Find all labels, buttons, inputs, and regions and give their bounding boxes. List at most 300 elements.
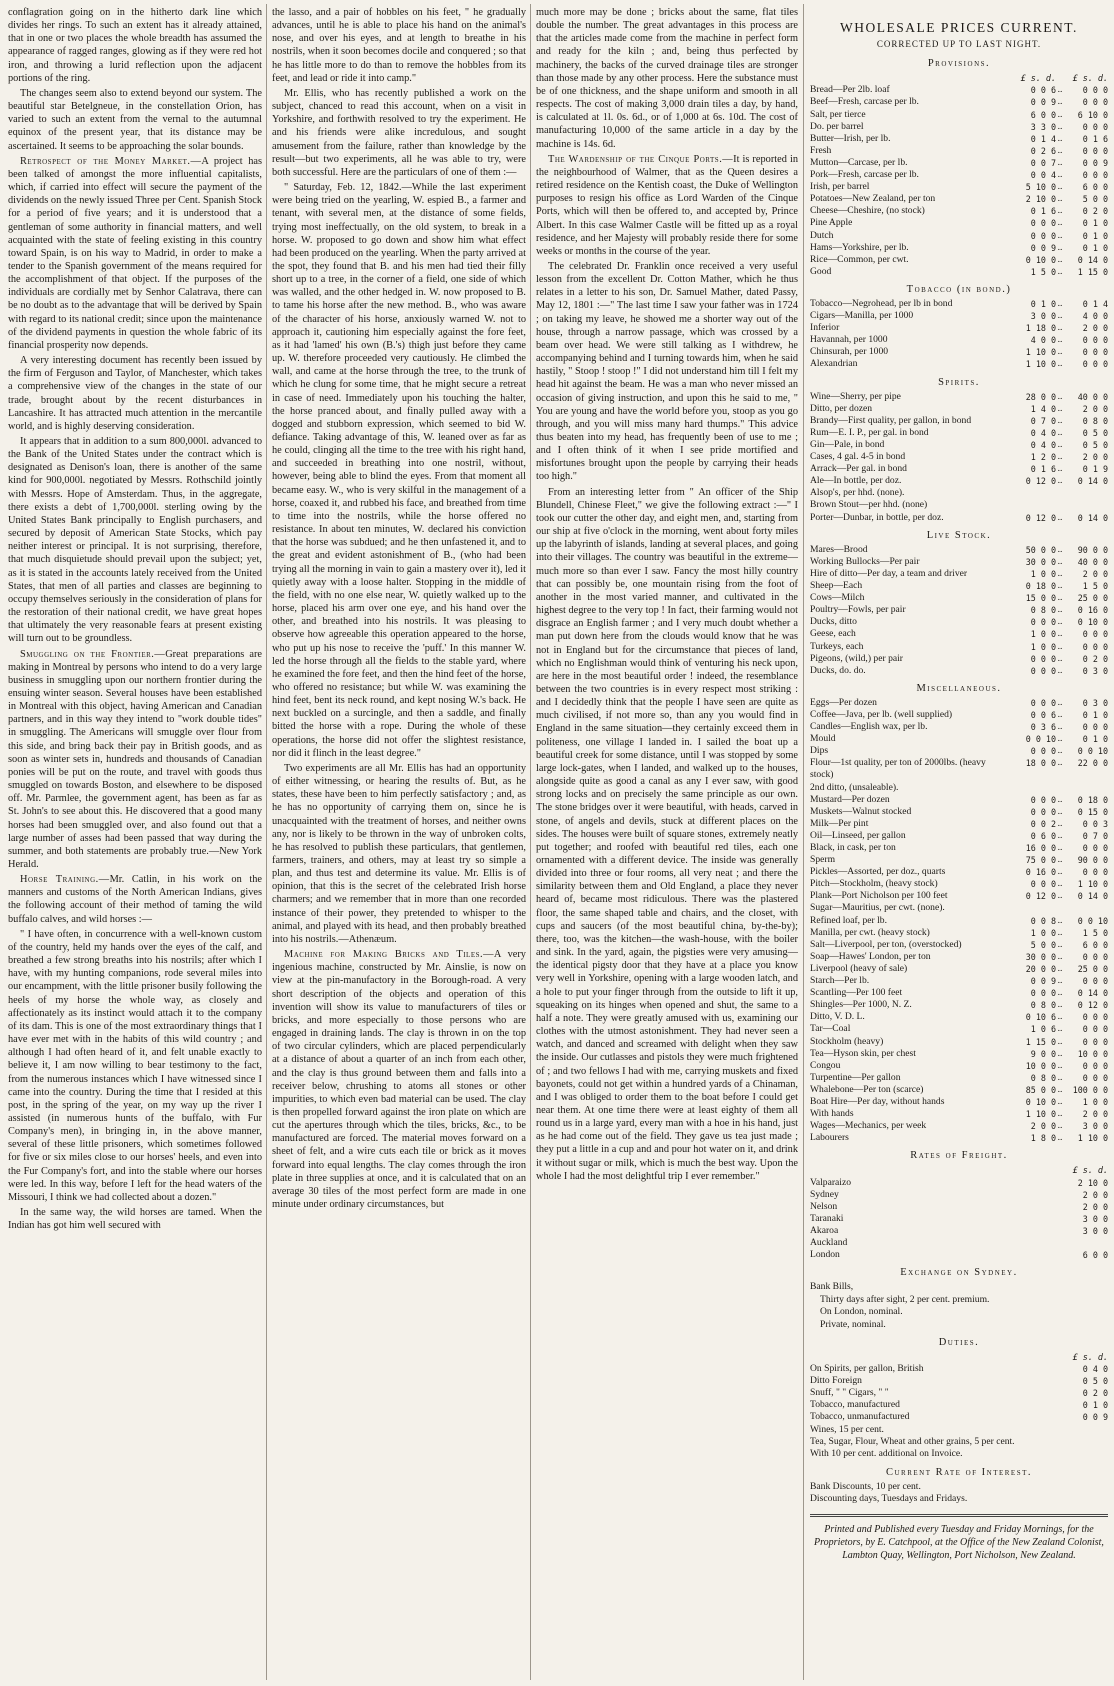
article-text: much more may be done ; bricks about the same, flat tiles double the number. The great advantages in this process are that the articles made come from the machine in perfect form and ready for the kiln ; and, being thus perfected by machinery, the backs of the curved drainage tiles are stronger than those made by any other process. Here the substance must be of one thickness, and the shape uniform and smooth in all respects. The cost of making 3,000 drain tiles a day, by hand, is calculated at 1l. 0s. 6d., or of 1,000 at 6s. 10d. The cost of manufacturing 10,000 of the same article in a day by the machine is 14s. 6d. xyxy=(536,7,798,150)
price-low: 0 0 4 xyxy=(1030,170,1056,181)
price-high: 0 0 0 xyxy=(1082,335,1108,346)
price-high: 0 0 0 xyxy=(1082,170,1108,181)
price-low: 1 10 0 xyxy=(1025,359,1056,370)
price-high: 0 0 0 xyxy=(1082,1036,1108,1047)
item-name: Brown Stout—per hhd. (none) xyxy=(810,499,928,511)
item-name: Dutch xyxy=(810,229,834,241)
price-row: Pitch—Stockholm, (heavy stock) 0 0 0 .. 1 10 0 xyxy=(810,878,1108,890)
price-high: 0 15 0 xyxy=(1077,806,1108,817)
article-text: The changes seem also to extend beyond our system. The beautiful star Betelgneue, in the constellation Orion, has varied to such an extent from the vernal to the autumnal equinox of the present year, that its distance may be ascertained. It seems to be approaching the solar bounds. xyxy=(8,87,262,152)
price-row: Milk—Per pint 0 0 2 .. 0 0 3 xyxy=(810,817,1108,829)
price-row: With hands 1 10 0 .. 2 0 0 xyxy=(810,1108,1108,1120)
price-row: Dutch 0 0 0 .. 0 1 0 xyxy=(810,229,1108,241)
item-name: Poultry—Fowls, per pair xyxy=(810,604,906,616)
price-low: 3 0 0 xyxy=(1030,311,1056,322)
price-high: 0 0 0 xyxy=(1082,641,1108,652)
price-low: 0 0 0 xyxy=(1030,653,1056,664)
price-row: Arrack—Per gal. in bond 0 1 6 .. 0 1 9 xyxy=(810,463,1108,475)
exchange-notes xyxy=(810,1281,1108,1331)
price-high: 0 0 0 xyxy=(1082,629,1108,640)
price-row: Muskets—Walnut stocked 0 0 0 .. 0 15 0 xyxy=(810,805,1108,817)
price-low: 0 1 0 xyxy=(1030,298,1056,309)
price-row: Turpentine—Per gallon 0 8 0 .. 0 0 0 xyxy=(810,1071,1108,1083)
price-low: 15 0 0 xyxy=(1025,593,1056,604)
item-name: Scantling—Per 100 feet xyxy=(810,987,903,999)
price-row: Mares—Brood 50 0 0 .. 90 0 0 xyxy=(810,543,1108,555)
item-name: Sheep—Each xyxy=(810,580,863,592)
price-row: Cigars—Manilla, per 1000 3 0 0 .. 4 0 0 xyxy=(810,310,1108,322)
item-name: Inferior xyxy=(810,322,840,334)
price-row: Geese, each 1 0 0 .. 0 0 0 xyxy=(810,628,1108,640)
article-text: Two experiments are all Mr. Ellis has had an opportunity of either witnessing, or hearing the results of. But, as he states, these have been to him perfectly satisfactory ; and, as he has no opportunity of carrying them on, since he is unacquainted with the treatment of horses, and neither owns any, nor is likely to be thrown in the way of unbroken colts, he has resolved to publish these particulars, that gentlemen, farmers, trainers, and others, may at least try so simple a plan, and thus test and determine its value. Mr. Ellis is of opinion, that this is the secret of the celebrated Irish horse charmers; and we remember that in more than one recorded instance of their power, they pretended to whisper to the animal, and played with its head, and then probably breathed into his nostrils.—Athenæum. xyxy=(272,762,526,945)
price-row: Havannah, per 1000 4 0 0 .. 0 0 0 xyxy=(810,334,1108,346)
article-text: The celebrated Dr. Franklin once received a very useful lesson from the excellent Dr. Cotton Mather, which he thus relates in a letter to his son, Dr. Samuel Mather, dated Passy, May 12, 1801 :—" The last time I saw your father was in 1724 ; on taking my leave, he showed me a shorter way out of the house, through a narrow passage, which was crossed by a beam over head. We were still talking as I withdrew, he accompanying behind and I turning towards him, when he said hastily, " Stoop ! stoop !" I did not understand him till I felt my head hit against the beam. He was a man who never missed an occasion of giving instruction, and upon this he said to me, " You are young and have the world before you, stoop as you go through, and you will miss many hard thumps." This advice thus beaten into my head, has frequently been of use to me ; and I often think of it when I see pride mortified and misfortunes brought upon the people by carrying their heads too high." xyxy=(536,260,798,483)
price-low: 0 0 9 xyxy=(1030,976,1056,987)
price-high: 10 0 0 xyxy=(1077,1048,1108,1059)
price-high: 0 2 0 xyxy=(1082,206,1108,217)
item-name: Dips xyxy=(810,745,829,757)
duties-notes xyxy=(810,1424,1108,1461)
price-high: 1 10 0 xyxy=(1077,879,1108,890)
price-row: Salt—Liverpool, per ton, (overstocked) 5 0 0 .. 6 0 0 xyxy=(810,938,1108,950)
price-row: Black, in cask, per ton 16 0 0 .. 0 0 0 xyxy=(810,842,1108,853)
price-low: 2 0 0 xyxy=(1082,1201,1108,1212)
price-row: Cows—Milch 15 0 0 .. 25 0 0 xyxy=(810,592,1108,604)
price-low: 30 0 0 xyxy=(1025,556,1056,567)
item-name: Black, in cask, per ton xyxy=(810,842,896,853)
price-high: 0 10 0 xyxy=(1077,617,1108,628)
item-name: Manilla, per cwt. (heavy stock) xyxy=(810,926,930,938)
price-high: 1 10 0 xyxy=(1077,1133,1108,1144)
price-low xyxy=(1012,499,1056,511)
price-high: 3 0 0 xyxy=(1082,1121,1108,1132)
price-high: 0 0 0 xyxy=(1082,1072,1108,1083)
price-low: 0 8 0 xyxy=(1030,1072,1056,1083)
price-high: 90 0 0 xyxy=(1077,544,1108,555)
price-row: Turkeys, each 1 0 0 .. 0 0 0 xyxy=(810,640,1108,652)
price-low: 0 6 0 xyxy=(1030,830,1056,841)
price-low: 28 0 0 xyxy=(1025,391,1056,402)
article-paragraph xyxy=(536,486,798,1183)
article-paragraph xyxy=(8,354,262,433)
item-name: Wages—Mechanics, per week xyxy=(810,1120,927,1132)
price-high: 1 5 0 xyxy=(1082,581,1108,592)
price-row xyxy=(810,1375,1108,1387)
item-name: Shingles—Per 1000, N. Z. xyxy=(810,999,912,1011)
price-high: 0 0 0 xyxy=(1082,1060,1108,1071)
article-heading: Smuggling on the Frontier.— xyxy=(20,648,166,660)
section-title: Miscellaneous. xyxy=(916,682,1002,694)
section-title: Spirits. xyxy=(938,376,980,388)
price-high: 0 1 0 xyxy=(1082,242,1108,253)
item-name: Congou xyxy=(810,1059,841,1071)
item-name: London xyxy=(810,1249,840,1261)
miscellaneous-table xyxy=(810,697,1108,1144)
price-low: 1 0 0 xyxy=(1030,568,1056,579)
price-low: 1 18 0 xyxy=(1025,323,1056,334)
article-paragraph xyxy=(8,648,262,872)
note-line: With 10 per cent. additional on Invoice. xyxy=(810,1448,963,1460)
item-name: Chinsurah, per 1000 xyxy=(810,346,889,358)
price-row: Mould 0 0 10 .. 0 1 0 xyxy=(810,733,1108,745)
price-row: Chinsurah, per 1000 1 10 0 .. 0 0 0 xyxy=(810,346,1108,358)
price-high: 6 0 0 xyxy=(1082,939,1108,950)
column-1 xyxy=(8,6,262,1678)
price-low xyxy=(1012,487,1056,499)
price-low: 0 0 6 xyxy=(1030,709,1056,720)
price-low: 0 0 9 xyxy=(1030,242,1056,253)
price-low: 6 0 0 xyxy=(1030,109,1056,120)
item-name: Alexandrian xyxy=(810,358,858,370)
item-name: Hams—Yorkshire, per lb. xyxy=(810,241,909,253)
price-low: 0 0 0 xyxy=(1030,988,1056,999)
live-stock-table xyxy=(810,544,1108,677)
price-low: 1 10 0 xyxy=(1025,347,1056,358)
item-name: Refined loaf, per lb. xyxy=(810,914,887,926)
price-row: Flour—1st quality, per ton of 2000lbs. (heavy stock) 18 0 0 .. 22 0 0 xyxy=(810,757,1108,781)
price-row: Ditto, V. D. L. 0 10 6 .. 0 0 0 xyxy=(810,1011,1108,1023)
price-row: Hams—Yorkshire, per lb. 0 0 9 .. 0 1 0 xyxy=(810,241,1108,253)
price-row: Pork—Fresh, carcase per lb. 0 0 4 .. 0 0 0 xyxy=(810,169,1108,181)
price-row: Do. per barrel 3 3 0 .. 0 0 0 xyxy=(810,120,1108,132)
price-low xyxy=(1012,902,1056,914)
note-line: Tea, Sugar, Flour, Wheat and other grains, 5 per cent. xyxy=(810,1435,1015,1447)
price-high: 4 0 0 xyxy=(1082,311,1108,322)
article-paragraph xyxy=(536,6,798,151)
item-name: Oil—Linseed, per gallon xyxy=(810,829,906,841)
price-low: 20 0 0 xyxy=(1025,963,1056,974)
price-row: Ditto, per dozen 1 4 0 .. 2 0 0 xyxy=(810,402,1108,414)
price-low: 85 0 0 xyxy=(1025,1084,1056,1095)
item-name: Plank—Port Nicholson per 100 feet xyxy=(810,890,948,902)
item-name: Alsop's, per hhd. (none). xyxy=(810,487,905,499)
price-low: 0 0 0 xyxy=(1030,617,1056,628)
price-low: 0 2 6 xyxy=(1030,145,1056,156)
price-high: 2 0 0 xyxy=(1082,452,1108,463)
column-rule xyxy=(266,4,267,1680)
article-text: A project has been talked of amongst the more influential capitalists, which, if carried into effect will secure the payment of the dividends on the newly issued Three per Cent. Spanish Stock for a period of five years; and it is understood that a gentleman of some authority in financial matters, and well acquainted with the state of feeling existing in this country toward Spain, is on his way to Madrid, in order to make a tender to the Spanish government of the means required for the accomplishment of that object. If the purposes of the individuals are cordially met by Senhor Calatrava, there can be no doubt as to the advantage that will be derived by Spain with regard to its national credit; since upon the maintenance of the dividend payments in question the whole fabric of its financial prosperity now depends. xyxy=(8,155,262,351)
price-high: 100 0 0 xyxy=(1072,1084,1108,1095)
article-text: " I have often, in concurrence with a well-known custom of the country, held my hands over the eyes of the calf, and breathed a few strong breaths into his nostrils; after which I have, with my hunting companions, rode several miles into our encampment, with the little prisoner busily following the heels of my horse the whole way, as closely and affectionately as its instinct would attach it to the company of its dam. This is one of the most extraordinary things that I have ever met with in the habits of this wild country ; and although I had often heard of it, and felt unable exactly to believe it, I am now willing to bear testimony to the fact, from the numerous instances which I have witnessed since I came into the country. During the time that I resided at this post, in the spring of the year, on my way up the river I assisted (in numerous hunts of the buffalo, with Fur Company's men), in bringing in, in the above manner, several of these little prisoners, which sometimes followed for five or six miles close to our horses' heels, and even into the Fur Company's fort, and into the stable where our horses were led. In this way, before I left for the head waters of the Missouri, I think we had collected about a dozen." xyxy=(8,928,262,1203)
article-paragraph xyxy=(8,435,262,646)
price-row: Tea—Hyson skin, per chest 9 0 0 .. 10 0 0 xyxy=(810,1047,1108,1059)
price-high: 0 7 0 xyxy=(1082,830,1108,841)
price-low xyxy=(1012,782,1056,794)
price-row xyxy=(810,1177,1108,1189)
item-name: Turpentine—Per gallon xyxy=(810,1071,901,1083)
price-low: 0 10 0 xyxy=(1025,254,1056,265)
price-low: 6 0 0 xyxy=(1082,1250,1108,1261)
price-row: Good 1 5 0 .. 1 15 0 xyxy=(810,265,1108,277)
column-head: £ s. d. xyxy=(1072,73,1108,84)
price-high: 25 0 0 xyxy=(1077,593,1108,604)
column-3 xyxy=(536,6,798,1678)
price-high: 0 0 10 xyxy=(1077,746,1108,757)
item-name: Akaroa xyxy=(810,1224,839,1236)
price-low: 0 12 0 xyxy=(1025,476,1056,487)
article-paragraph xyxy=(272,762,526,946)
price-high: 5 0 0 xyxy=(1082,194,1108,205)
price-high: 0 1 6 xyxy=(1082,133,1108,144)
price-high: 2 0 0 xyxy=(1082,323,1108,334)
price-low: 0 0 0 xyxy=(1030,665,1056,676)
item-name: Beef—Fresh, carcase per lb. xyxy=(810,96,919,108)
price-low: 16 0 0 xyxy=(1025,843,1056,853)
price-row xyxy=(810,499,1108,511)
price-row: Rice—Common, per cwt. 0 10 0 .. 0 14 0 xyxy=(810,253,1108,265)
item-name: Soap—Hawes' London, per ton xyxy=(810,950,931,962)
price-low: 0 0 0 xyxy=(1030,218,1056,229)
price-high xyxy=(1064,902,1108,914)
item-name: 2nd ditto, (unsaleable). xyxy=(810,781,899,793)
interest-notes xyxy=(810,1481,1108,1506)
price-low: 2 10 0 xyxy=(1077,1177,1108,1188)
item-name: On Spirits, per gallon, British xyxy=(810,1363,924,1375)
price-high: 0 0 0 xyxy=(1082,359,1108,370)
price-row xyxy=(810,1189,1108,1201)
note-line: Discounting days, Tuesdays and Fridays. xyxy=(810,1493,968,1505)
price-high: 1 15 0 xyxy=(1077,266,1108,277)
price-row xyxy=(810,1201,1108,1213)
price-low: 1 2 0 xyxy=(1030,452,1056,463)
price-low: 0 0 0 xyxy=(1030,746,1056,757)
price-high: 40 0 0 xyxy=(1077,391,1108,402)
price-row: Ducks, do. do. 0 0 0 .. 0 3 0 xyxy=(810,664,1108,676)
price-row: Mutton—Carcase, per lb. 0 0 7 .. 0 0 9 xyxy=(810,156,1108,168)
price-low: 30 0 0 xyxy=(1025,951,1056,962)
item-name: Ducks, do. do. xyxy=(810,664,866,676)
price-row: Hire of ditto—Per day, a team and driver 1 0 0 .. 2 0 0 xyxy=(810,567,1108,579)
price-row: Gin—Pale, in bond 0 4 0 .. 0 5 0 xyxy=(810,439,1108,450)
price-high: 0 1 0 xyxy=(1082,230,1108,241)
item-name: Irish, per barrel xyxy=(810,181,870,193)
price-high: 0 0 0 xyxy=(1082,145,1108,156)
price-row: Poultry—Fowls, per pair 0 8 0 .. 0 16 0 xyxy=(810,604,1108,616)
item-name: Tobacco, unmanufactured xyxy=(810,1411,910,1423)
item-name: Good xyxy=(810,265,832,277)
price-high: 2 0 0 xyxy=(1082,403,1108,414)
item-name: Sperm xyxy=(810,854,836,866)
item-name: Mustard—Per dozen xyxy=(810,793,890,805)
price-low: 0 2 0 xyxy=(1082,1388,1108,1399)
article-heading: Retrospect of the Money Market.— xyxy=(20,155,202,167)
column-head: £ s. d. xyxy=(1072,1165,1108,1176)
price-high: 0 14 0 xyxy=(1077,254,1108,265)
article-paragraph xyxy=(272,181,526,760)
item-name: Nelson xyxy=(810,1200,838,1212)
price-high: 40 0 0 xyxy=(1077,556,1108,567)
item-name: Pork—Fresh, carcase per lb. xyxy=(810,169,919,181)
note-line: Private, nominal. xyxy=(820,1318,886,1330)
price-low: 0 10 0 xyxy=(1025,1096,1056,1107)
price-low: 5 10 0 xyxy=(1025,182,1056,193)
price-high: 0 14 0 xyxy=(1077,512,1108,523)
note-line: On London, nominal. xyxy=(820,1306,903,1318)
item-name: Turkeys, each xyxy=(810,640,864,652)
price-high: 0 1 0 xyxy=(1082,218,1108,229)
item-name: Tobacco—Negrohead, per lb in bond xyxy=(810,297,953,309)
article-paragraph xyxy=(8,873,262,926)
price-low: 5 0 0 xyxy=(1030,939,1056,950)
price-high: 0 3 0 xyxy=(1082,697,1108,708)
price-high: 0 3 0 xyxy=(1082,665,1108,676)
item-name: Do. per barrel xyxy=(810,120,864,132)
price-row: Working Bullocks—Per pair 30 0 0 .. 40 0 0 xyxy=(810,555,1108,567)
price-row: Oil—Linseed, per gallon 0 6 0 .. 0 7 0 xyxy=(810,829,1108,841)
item-name: Snuff, " " Cigars, " " xyxy=(810,1387,889,1399)
price-row: Salt, per tierce 6 0 0 .. 6 10 0 xyxy=(810,108,1108,120)
price-low: 0 12 0 xyxy=(1025,512,1056,523)
price-row: Congou 10 0 0 .. 0 0 0 xyxy=(810,1059,1108,1071)
price-low: 0 8 0 xyxy=(1030,605,1056,616)
price-low: 0 1 0 xyxy=(1082,1400,1108,1411)
item-name: Gin—Pale, in bond xyxy=(810,439,885,450)
price-low: 0 0 9 xyxy=(1082,1412,1108,1423)
item-name: Boat Hire—Per day, without hands xyxy=(810,1095,945,1107)
section-title: Exchange on Sydney. xyxy=(900,1267,1018,1279)
price-row: Wine—Sherry, per pipe 28 0 0 .. 40 0 0 xyxy=(810,390,1108,402)
price-low: 10 0 0 xyxy=(1025,1060,1056,1071)
price-low: 1 8 0 xyxy=(1030,1133,1056,1144)
column-rule xyxy=(803,4,804,1680)
tobacco-table xyxy=(810,298,1108,371)
section-title: Live Stock. xyxy=(926,529,992,541)
column-2 xyxy=(272,6,526,1678)
price-row: Mustard—Per dozen 0 0 0 .. 0 18 0 xyxy=(810,793,1108,805)
item-name: Ditto, V. D. L. xyxy=(810,1011,865,1023)
price-high: 0 8 0 xyxy=(1082,415,1108,426)
price-low: 0 16 0 xyxy=(1025,867,1056,878)
price-row: Potatoes—New Zealand, per ton 2 10 0 .. 5 0 0 xyxy=(810,193,1108,205)
price-high: 0 1 4 xyxy=(1082,298,1108,309)
column-head: £ s. d. xyxy=(1020,73,1056,84)
item-name: Stockholm (heavy) xyxy=(810,1035,884,1047)
price-low: 0 0 2 xyxy=(1030,818,1056,829)
price-row: Rum—E. I. P., per gal. in bond 0 4 0 .. 0 5 0 xyxy=(810,426,1108,438)
article-text: From an interesting letter from " An officer of the Ship Blundell, Chinese Fleet," we give the following extract :—" I took our cutter the other day, and eight men, and, starting from our ship at five o'clock in the morning, went about forty miles up the labyrinth of islands, landing at several places, and going into their villages. The country was beautiful in the extreme—much more so than ever I saw. Fancy the most hilly country that can possibly be, one mountain rising from the foot of another in the most varied manner, and cultivated in the highest degree to the very top ! In fact, their farming would not disgrace an English farmer ; and I very much doubt whether a man put down here from the clouds would know that he was not in England but for the circumstance that pieces of land, which no Englishman would think of venturing his neck upon, are here in the most beautiful order ! indeed, the resemblance between the two countries is in every respect most striking : and I decidedly think that the people I have seen are quite as much civilised, if not more so, than any you would find in England in the same situation—they certainly exceed them in politeness, one village I landed in. I sailed the boat up a beautiful creek for some distance, until I was stopped by some large lock-gates, when I landed, and walked up to the houses, alongside quite as good a canal as any I ever saw, with good strong locks and on precisely the same principle as our own. The stone bridges over it were beautiful, with heads, carved in stone, of angels and devils, stuck at different places on the sides. The houses were built of square stones, extremely neatly put together; and roofed with beautiful red tiles, each one ornamented with a different device. The inside was generally divided into three or four rooms, all very neat ; and there the similarity between them and Old England, a place they never heard of, became most ridiculous. There was the plastered floor, the same shaped table and chairs, and the closet, with cups and saucers (of the most beautiful china, by-the-by); there, too, was the kitchen—the wash-house, with the boiler and sink. In the yard, again, the pigsties were very amusing—the identical pigsty door that they have at a place you know very well in Yorkshire, opening with a large wooden latch, and a hole to put your finger through from the outside to lift it up, squeaking on its hinges when opened and shut, the same to a half a note. They were greatly amused with us, examining our clothes with the utmost astonishment. They had never seen a watch, and danced and screamed with delight when they saw the inside. Our cutlasses and pistols they were much frightened of ; and two fellows I had with me, carrying muskets and fixed bayonets, could not get within a hundred yards of a Chinaman, and I was obliged to order them to the boat before I could get near them. At one time there were at least eighty of them all round us in a large yard, every man with a hoe in his hand, just as he had come out of the field. They gave us tea just made ; they put a little in a cup and and pour hot water on it, and drink it without sugar or milk, which is much the best way. Upon the whole I had the most delightful trip I ever remember." xyxy=(536,486,798,1182)
price-low: 0 0 0 xyxy=(1030,806,1056,817)
price-row: Fresh 0 2 6 .. 0 0 0 xyxy=(810,144,1108,156)
item-name: Ditto, per dozen xyxy=(810,402,873,414)
price-row: Labourers 1 8 0 .. 1 10 0 xyxy=(810,1132,1108,1144)
price-low: 3 0 0 xyxy=(1082,1213,1108,1224)
price-high: 0 0 0 xyxy=(1082,843,1108,853)
price-row xyxy=(810,1249,1108,1261)
price-high: 0 5 0 xyxy=(1082,427,1108,438)
article-paragraph xyxy=(272,948,526,1211)
price-row: Alexandrian 1 10 0 .. 0 0 0 xyxy=(810,358,1108,370)
item-name: Liverpool (heavy of sale) xyxy=(810,962,908,974)
price-row: Sheep—Each 0 18 0 .. 1 5 0 xyxy=(810,580,1108,592)
item-name: Valparaizo xyxy=(810,1176,852,1188)
item-name: Coffee—Java, per lb. (well supplied) xyxy=(810,708,953,720)
price-row: Pickles—Assorted, per doz., quarts 0 16 0 .. 0 0 0 xyxy=(810,866,1108,878)
price-low: 0 10 6 xyxy=(1025,1012,1056,1023)
price-high: 0 14 0 xyxy=(1077,988,1108,999)
prices-subtitle: CORRECTED UP TO LAST NIGHT. xyxy=(876,39,1042,50)
price-low: 1 15 0 xyxy=(1025,1036,1056,1047)
price-high xyxy=(1064,499,1108,511)
price-high: 2 0 0 xyxy=(1082,568,1108,579)
article-paragraph xyxy=(8,87,262,153)
price-low xyxy=(1064,1237,1108,1249)
item-name: Havannah, per 1000 xyxy=(810,334,888,346)
price-row: Refined loaf, per lb. 0 0 8 .. 0 0 10 xyxy=(810,914,1108,926)
item-name: Muskets—Walnut stocked xyxy=(810,805,912,817)
price-high: 0 0 0 xyxy=(1082,951,1108,962)
note-line: Bank Bills, xyxy=(810,1281,854,1293)
price-low: 9 0 0 xyxy=(1030,1048,1056,1059)
article-text: A very ingenious machine, constructed by Mr. Ainslie, is now on view at the pin-manufactory in the Borough-road. A very short description of the objects and operation of this invention will show its value to manufacturers of tiles or bricks, and more especially to those persons who are engaged in draining lands. The clay is thrown in on the top of two circular cylinders, which are placed perpendicularly at a distance of about a quarter of an inch from each other, and the clay is thus ground between them and falls into a receiver below, chrushing to atoms all stones or other impurities, to which even bad material can be used. The clay is then propelled forward against the iron plate on which are cut the apertures through which the tiles, bricks, &c., to be manufactured are forced. The material moves forward on a sheet of felt, and a wire cuts each tile or brick as it moves forward into equal lengths. The clay comes through the iron plate in three supplies at once, and it is calculated that on an average 30 tiles of the most perfect form are made in one minute under ordinary circumstances, but xyxy=(272,949,526,1211)
price-low: 75 0 0 xyxy=(1025,855,1056,866)
article-paragraph xyxy=(8,155,262,352)
price-high: 0 2 0 xyxy=(1082,653,1108,664)
item-name: Pigeons, (wild,) per pair xyxy=(810,652,903,664)
item-name: Ducks, ditto xyxy=(810,616,857,628)
note-line: Bank Discounts, 10 per cent. xyxy=(810,1480,921,1492)
price-row: Pine Apple 0 0 0 .. 0 1 0 xyxy=(810,217,1108,229)
price-high: 0 0 0 xyxy=(1082,1024,1108,1035)
spirits-table xyxy=(810,391,1108,524)
price-row: Cheese—Cheshire, (no stock) 0 1 6 .. 0 2 0 xyxy=(810,205,1108,217)
item-name: Bread—Per 2lb. loaf xyxy=(810,84,890,96)
item-name: Starch—Per lb. xyxy=(810,975,870,987)
item-name: Wine—Sherry, per pipe xyxy=(810,390,901,402)
item-name: Tobacco, manufactured xyxy=(810,1399,900,1411)
price-high: 0 14 0 xyxy=(1077,891,1108,902)
item-name: Whalebone—Per ton (scarce) xyxy=(810,1083,924,1095)
item-name: Cheese—Cheshire, (no stock) xyxy=(810,205,925,217)
price-row: Eggs—Per dozen 0 0 0 .. 0 3 0 xyxy=(810,696,1108,708)
price-row: Wages—Mechanics, per week 2 0 0 .. 3 0 0 xyxy=(810,1120,1108,1132)
price-low: 2 0 0 xyxy=(1082,1189,1108,1200)
price-low: 2 10 0 xyxy=(1025,194,1056,205)
price-low: 1 5 0 xyxy=(1030,266,1056,277)
article-paragraph xyxy=(8,1206,262,1232)
prices-title: WHOLESALE PRICES CURRENT. xyxy=(840,20,1078,35)
double-rule xyxy=(810,1514,1108,1517)
price-row: Bread—Per 2lb. loaf 0 0 6 .. 0 0 0 xyxy=(810,84,1108,96)
price-high: 0 16 0 xyxy=(1077,605,1108,616)
price-high: 1 0 0 xyxy=(1082,1096,1108,1107)
price-low: 18 0 0 xyxy=(1025,758,1056,769)
item-name: Butter—Irish, per lb. xyxy=(810,132,891,144)
price-high: 0 0 9 xyxy=(1082,157,1108,168)
item-name: Salt, per tierce xyxy=(810,108,866,120)
item-name: Tea—Hyson skin, per chest xyxy=(810,1047,916,1059)
price-low: 0 1 6 xyxy=(1030,464,1056,475)
section-title: Current Rate of Interest. xyxy=(885,1466,1032,1478)
item-name: Rice—Common, per cwt. xyxy=(810,253,909,265)
item-name: Brandy—First quality, per gallon, in bond xyxy=(810,414,972,426)
price-row: Liverpool (heavy of sale) 20 0 0 .. 25 0 0 xyxy=(810,962,1108,974)
price-high: 2 0 0 xyxy=(1082,1109,1108,1120)
price-row xyxy=(810,782,1108,794)
price-high xyxy=(1064,487,1108,499)
price-row xyxy=(810,1225,1108,1237)
price-low: 3 0 0 xyxy=(1082,1225,1108,1236)
price-high: 25 0 0 xyxy=(1077,963,1108,974)
price-low: 0 0 8 xyxy=(1030,915,1056,926)
price-low: 1 0 6 xyxy=(1030,1024,1056,1035)
article-text: It is reported in the neighbourhood of Walmer, that as the Queen desires a retired residence on the Kentish coast, the Duke of Wellington purposes to resign his office as Lord Warden of the Cinque Ports, which will then be offered to, and accepted by, Prince Albert. In this case Walmer Castle will be fitted up as a royal residence, and her Majesty will probably reside there for some weeks or months in the course of the year. xyxy=(536,153,798,257)
price-high: 90 0 0 xyxy=(1077,855,1108,866)
price-low: 50 0 0 xyxy=(1025,544,1056,555)
price-row: Dips 0 0 0 .. 0 0 10 xyxy=(810,745,1108,757)
price-row xyxy=(810,1363,1108,1375)
price-low: 0 0 7 xyxy=(1030,157,1056,168)
item-name: Hire of ditto—Per day, a team and driver xyxy=(810,567,968,579)
